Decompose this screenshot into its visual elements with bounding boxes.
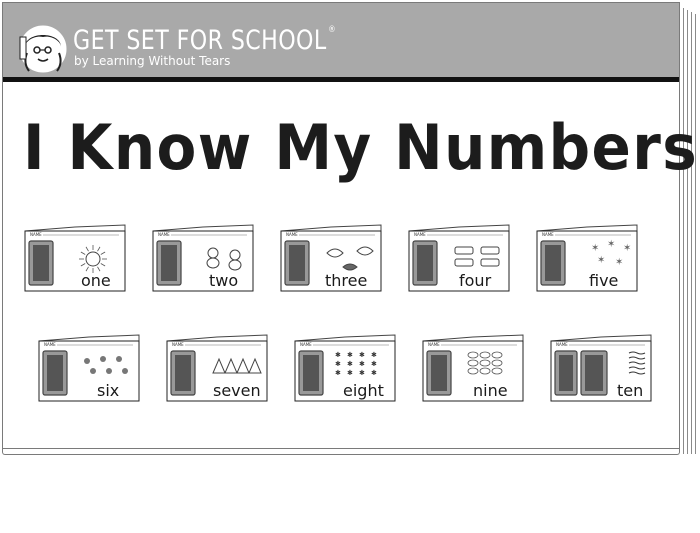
slate-board-icon — [299, 351, 323, 395]
svg-text:✱: ✱ — [359, 369, 365, 377]
svg-text:✱: ✱ — [335, 360, 341, 368]
number-word-label: four — [459, 271, 492, 290]
slate-board-icon — [555, 351, 607, 395]
svg-text:✱: ✱ — [371, 351, 377, 359]
name-field-label: NAME — [556, 342, 568, 347]
number-book-ten — [549, 333, 653, 403]
page-stack-edge — [692, 14, 696, 454]
number-book-four — [407, 223, 511, 293]
number-word-label: five — [589, 271, 619, 290]
number-book-seven — [165, 333, 269, 403]
number-book-eight — [293, 333, 397, 403]
banner-brush-edge — [3, 77, 679, 82]
brand-byline: by Learning Without Tears — [74, 54, 231, 68]
svg-text:✱: ✱ — [347, 360, 353, 368]
svg-text:✱: ✱ — [371, 369, 377, 377]
number-book-nine — [421, 333, 525, 403]
svg-text:✱: ✱ — [359, 351, 365, 359]
svg-text:✶: ✶ — [591, 243, 600, 254]
number-word-label: three — [325, 271, 368, 290]
brand-name: GET SET FOR SCHOOL ® — [73, 25, 337, 56]
number-book-one — [23, 223, 127, 293]
number-word-label: one — [81, 271, 111, 290]
name-field-label: NAME — [428, 342, 440, 347]
number-word-label: two — [209, 271, 239, 290]
name-field-label: NAME — [172, 342, 184, 347]
number-word-label: nine — [473, 381, 508, 400]
header-banner — [3, 3, 679, 79]
slate-board-icon — [427, 351, 451, 395]
name-field-label: NAME — [286, 232, 298, 237]
number-word-label: ten — [617, 381, 644, 400]
number-word-label: seven — [213, 381, 261, 400]
number-book-six — [37, 333, 141, 403]
svg-text:✱: ✱ — [359, 360, 365, 368]
svg-text:✶: ✶ — [615, 257, 624, 268]
svg-text:✱: ✱ — [347, 351, 353, 359]
number-book-five — [535, 223, 639, 293]
book-cover — [2, 2, 699, 449]
slate-board-icon — [413, 241, 437, 285]
svg-text:✶: ✶ — [623, 243, 632, 254]
svg-text:✱: ✱ — [371, 360, 377, 368]
number-book-two — [151, 223, 255, 293]
number-word-label: eight — [343, 381, 384, 400]
slate-board-icon — [43, 351, 67, 395]
name-field-label: NAME — [44, 342, 56, 347]
slate-board-icon — [285, 241, 309, 285]
name-field-label: NAME — [158, 232, 170, 237]
page-title: I Know My Numbers — [23, 111, 699, 184]
slate-board-icon — [29, 241, 53, 285]
child-face-logo-icon — [17, 23, 69, 75]
slate-board-icon — [157, 241, 181, 285]
name-field-label: NAME — [414, 232, 426, 237]
svg-text:✱: ✱ — [347, 369, 353, 377]
svg-text:✶: ✶ — [607, 239, 616, 250]
name-field-label: NAME — [300, 342, 312, 347]
slate-board-icon — [171, 351, 195, 395]
number-book-three — [279, 223, 383, 293]
number-word-label: six — [97, 381, 120, 400]
slate-board-icon — [541, 241, 565, 285]
svg-text:✶: ✶ — [597, 255, 606, 266]
name-field-label: NAME — [542, 232, 554, 237]
svg-text:✱: ✱ — [335, 351, 341, 359]
name-field-label: NAME — [30, 232, 42, 237]
svg-text:✱: ✱ — [335, 369, 341, 377]
